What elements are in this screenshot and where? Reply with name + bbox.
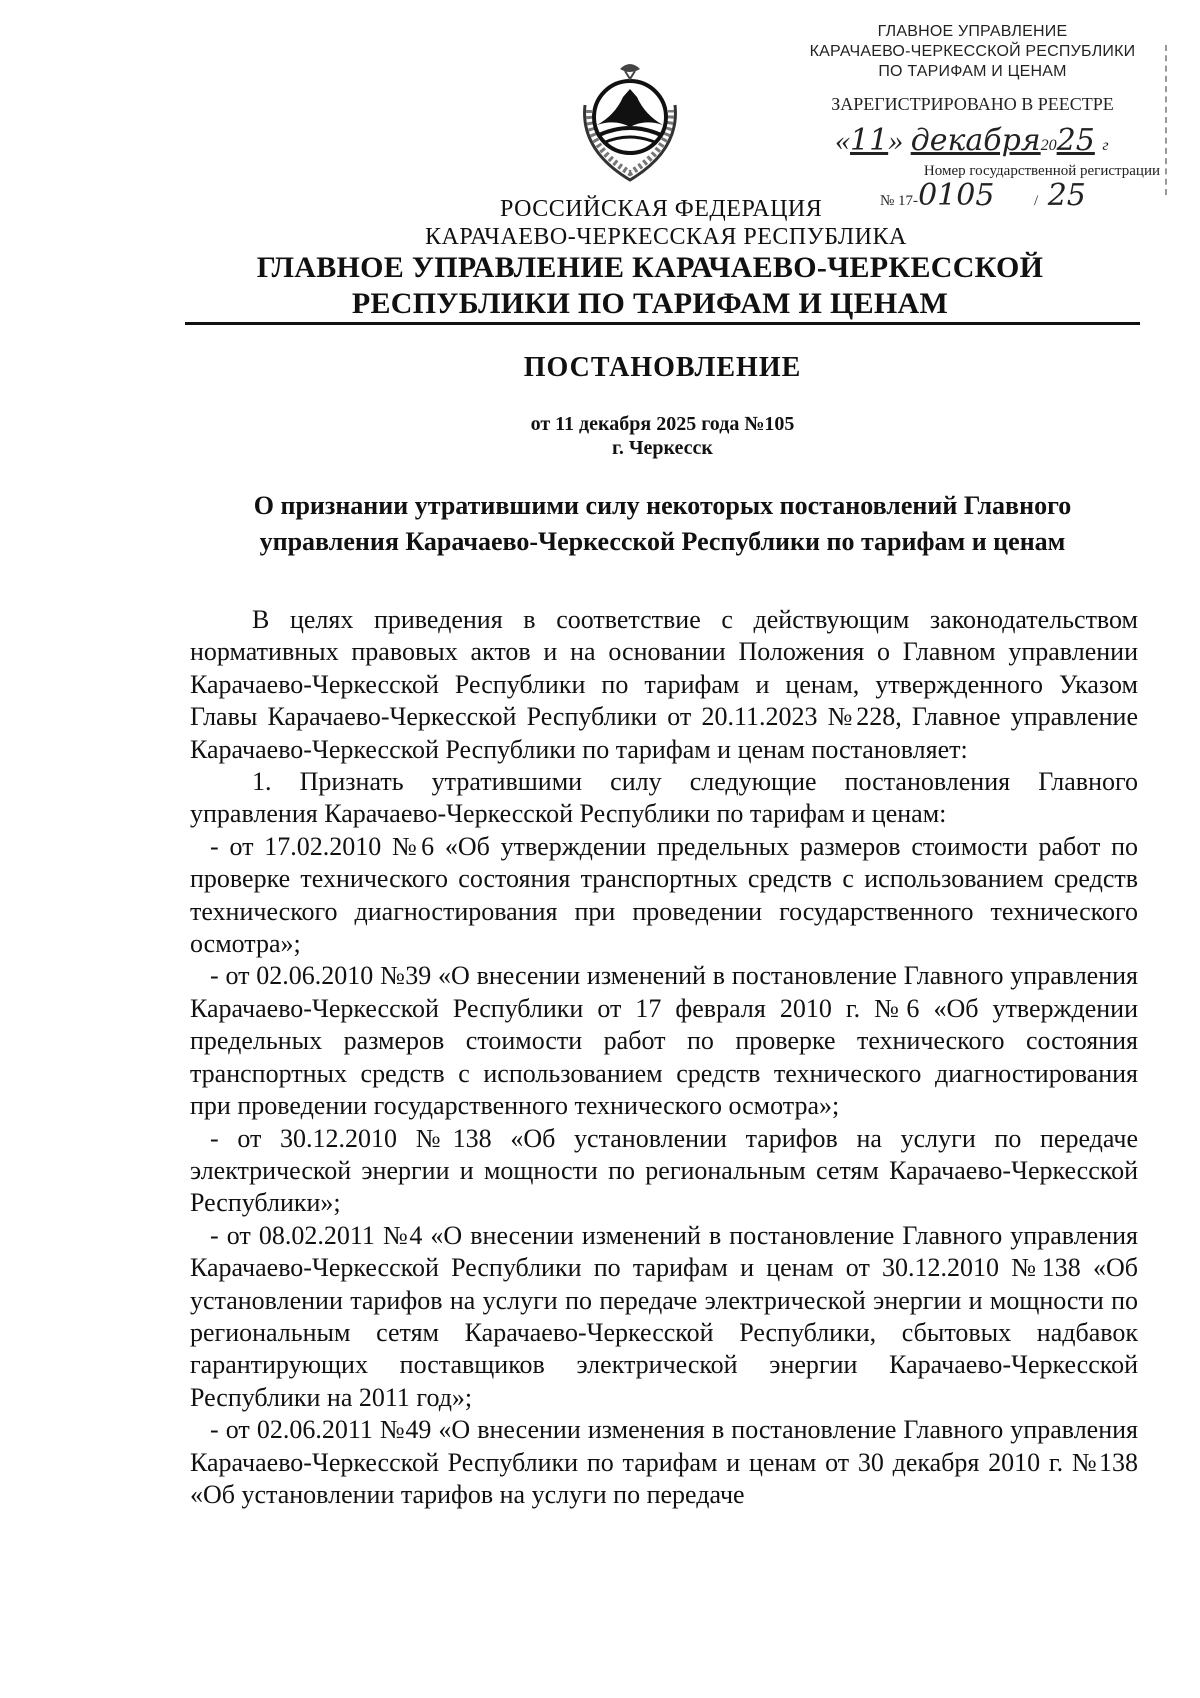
stamp-date-year-prefix: 20 — [1040, 137, 1057, 154]
registration-stamp — [775, 22, 1170, 213]
document-body — [190, 604, 1138, 1511]
stamp-reg-prefix: № 17- — [880, 193, 919, 209]
header-rule — [185, 322, 1140, 325]
item-1-paragraph: 1. Признать утратившими силу следующие постановления Главного управления Карачаево-Черкесской Республики по тарифам и ценам: — [190, 767, 1138, 829]
document-city: г. Черкесск — [612, 437, 713, 459]
act-list-item: - от 02.06.2011 №49 «О внесении изменения в постановление Главного управления Карачаево-Черкесской Республики по тарифам и ценам от 30 декабря 2010 г. №138 «Об установлении тарифов на услуги по передаче — [190, 1415, 1138, 1509]
agency-name — [185, 250, 1115, 322]
stamp-border — [1165, 45, 1169, 195]
document-title-line2: управления Карачаево-Черкесской Республики по тарифам и ценам — [259, 527, 1066, 556]
act-list-item: - от 17.02.2010 №6 «Об утверждении предельных размеров стоимости работ по проверке технического состояния транспортных средств с использованием средств технического диагностирования при проведении государственного технического осмотра»; — [190, 831, 1138, 959]
stamp-reg-year: 25 — [1047, 178, 1086, 213]
stamp-date-year: 25 — [1056, 123, 1095, 158]
agency-name-line2: РЕСПУБЛИКИ ПО ТАРИФАМ И ЦЕНАМ — [351, 287, 949, 320]
stamp-reg-number-label: Номер государственной регистрации — [923, 163, 1160, 179]
act-list-item: - от 02.06.2010 №39 «О внесении изменений в постановление Главного управления Карачаево-Черкесской Республики от 17 февраля 2010 г. №6 «Об утверждении предельных размеров стоимости работ по проверке технического состояния транспортных средств с использованием средств технического диагностирования при проведении государственного технического осмотра»; — [190, 961, 1138, 1121]
stamp-date — [775, 123, 1170, 161]
stamp-date-open: « — [835, 124, 850, 157]
stamp-date-month: декабря — [910, 123, 1041, 158]
document-type: ПОСТАНОВЛЕНИЕ — [523, 352, 802, 383]
act-list-item: - от 08.02.2011 №4 «О внесении изменений в постановление Главного управления Карачаево-Черкесской Республики по тарифам и ценам от 30.12.2010 №138 «Об установлении тарифов на услуги по передаче электрической энергии и мощности по региональным сетям Карачаево-Черкесской Республики, сбытовых надбавок гарантирующих поставщиков электрической энергии Карачаево-Черкесской Республики на 2011 год»; — [190, 1220, 1138, 1412]
stamp-registered-label: ЗАРЕГИСТРИРОВАНО В РЕЕСТРЕ — [831, 94, 1114, 114]
agency-name-line1: ГЛАВНОЕ УПРАВЛЕНИЕ КАРАЧАЕВО-ЧЕРКЕССКОЙ — [256, 251, 1044, 284]
act-list-item: - от 30.12.2010 №138 «Об установлении тарифов на услуги по передаче электрической энергии и мощности по региональным сетям Карачаево-Черкесской Республики»; — [190, 1123, 1138, 1218]
preamble-paragraph: В целях приведения в соответствие с действующим законодательством нормативных правовых актов и на основании Положения о Главном управлении Карачаево-Черкесской Республики по тарифам и ценам, утвержденного Указом Главы Карачаево-Черкесской Республики от 20.11.2023 №228, Главное управление Карачаево-Черкесской Республики по тарифам и ценам постановляет: — [190, 605, 1138, 764]
stamp-reg-sep: / — [1033, 193, 1039, 209]
document-date-number: от 11 декабря 2025 года №105 — [530, 413, 795, 435]
coat-of-arms-icon — [575, 55, 685, 185]
stamp-date-suffix: г — [1102, 137, 1109, 154]
stamp-agency-line1: ГЛАВНОЕ УПРАВЛЕНИЕ — [877, 23, 1068, 40]
document-title-line1: О признании утратившими силу некоторых постановлений Главного — [253, 491, 1072, 520]
stamp-reg-value: 0105 — [918, 178, 995, 213]
republic-name: КАРАЧАЕВО-ЧЕРКЕССКАЯ РЕСПУБЛИКА — [425, 224, 907, 250]
country-name: РОССИЙСКАЯ ФЕДЕРАЦИЯ — [500, 196, 823, 222]
stamp-reg-number — [775, 178, 1170, 213]
stamp-date-mid: » — [888, 124, 904, 157]
document-title — [185, 488, 1140, 560]
stamp-agency-line3: ПО ТАРИФАМ И ЦЕНАМ — [878, 63, 1067, 80]
stamp-date-day: 11 — [850, 123, 889, 158]
stamp-agency-line2: КАРАЧАЕВО-ЧЕРКЕССКОЙ РЕСПУБЛИКИ — [809, 43, 1136, 60]
document-date-block — [185, 412, 1140, 460]
